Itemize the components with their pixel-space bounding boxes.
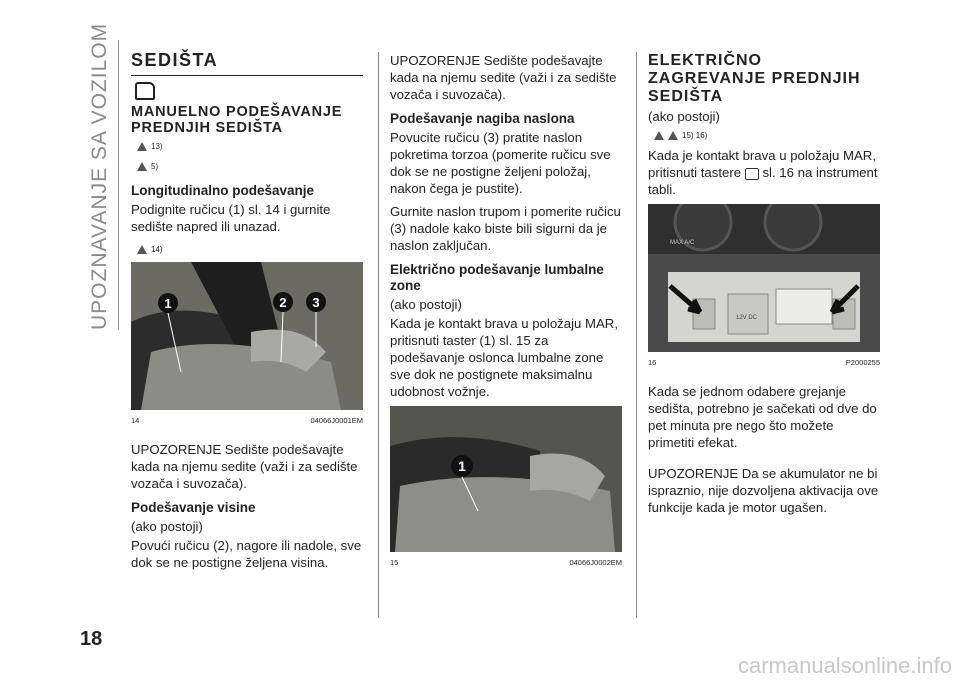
warning-ref: 14) [137,241,363,258]
figure-code: 04066J0002EM [569,558,622,567]
svg-text:3: 3 [312,295,320,310]
subheading: Longitudinalno podešavanje [131,183,315,198]
warning-ref: 13) [137,138,363,155]
svg-text:2: 2 [279,295,287,310]
figure-caption [648,354,880,371]
figure-code: 04066J0001EM [310,416,363,425]
paragraph: (ako postoji) [648,109,720,124]
paragraph: (ako postoji) [390,297,462,312]
svg-text:1: 1 [458,458,466,474]
subheading: Podešavanje visine [131,500,256,515]
paragraph: Povući ručicu (2), nagore ili nadole, sve dok se ne postigne željena visina. [131,538,362,570]
svg-text:12V DC: 12V DC [736,315,758,321]
paragraph: Kada je kontakt brava u položaju MAR, pritisnuti taster (1) sl. 15 za podešavanje oslonca lumbalne zone sve dok ne postignete maksimalnu udobnost vožnje. [390,316,618,399]
lumbar-photo-illustration [390,406,622,552]
svg-text:1: 1 [164,296,172,311]
paragraph: UPOZORENJE Sedište podešavajte kada na njemu sedite (važi i za sedište vozača i suvozača). [131,442,358,491]
column-divider [378,52,379,618]
subheading: Električno podešavanje lumbalne zone [390,262,604,293]
figure-number: 14 [131,416,140,425]
paragraph: Gurnite naslon trupom i pomerite ručicu (3) nadole kako biste bili sigurni da je naslon zaključan. [390,204,621,253]
column-3 [648,52,880,522]
figure-15-image [390,406,622,552]
section-title: ELEKTRIČNO ZAGREVANJE PREDNJIH SEDIŠTA [648,52,861,105]
paragraph: Kada se jednom odabere grejanje sedišta, potrebno je sačekati od dve do pet minuta pre nego što možete primetiti efekat. [648,384,877,450]
page-title: SEDIŠTA [131,52,363,76]
column-1 [131,52,363,577]
paragraph: Povucite ručicu (3) pratite naslon pokretima torzoa (pomerite ručicu sve dok se ne postigne željeni položaj, nakon čega je pustite). [390,130,611,196]
figure-caption [390,554,622,571]
svg-text:MAX A/C: MAX A/C [670,240,695,246]
seat-heater-icon [135,82,155,100]
column-divider [636,52,637,618]
seat-photo-illustration [131,262,363,410]
figure-16-image [648,204,880,352]
page-number: 18 [80,628,103,650]
warning-ref: 5) [137,158,363,175]
paragraph: (ako postoji) [131,519,203,534]
side-divider [118,40,119,330]
dashboard-photo-illustration [648,204,880,352]
section-title: MANUELNO PODEŠAVANJE PREDNJIH SEDIŠTA [131,104,343,136]
figure-caption [131,412,363,429]
warning-icon [137,142,147,151]
warning-icon [654,131,664,140]
side-header [78,22,118,330]
warning-icon [137,245,147,254]
watermark: carmanualsonline.info [737,653,952,678]
figure-code: P2000255 [845,358,880,367]
paragraph: UPOZORENJE Sedište podešavajte kada na njemu sedite (važi i za sedište vozača i suvozača). [390,53,617,102]
figure-number: 16 [648,358,657,367]
paragraph: Kada je kontakt brava u položaju MAR, pritisnuti tastere sl. 16 na instrument tabli. [648,148,878,197]
subheading: Podešavanje nagiba naslona [390,111,575,126]
paragraph: UPOZORENJE Da se akumulator ne bi ispraznio, nije dozvoljena aktivacija ove funkcije kada je motor ugašen. [648,466,879,515]
paragraph: Podignite ručicu (1) sl. 14 i gurnite sedište napred ili unazad. [131,202,331,234]
warning-icon [668,131,678,140]
warning-ref: 15) 16) [654,127,880,144]
warning-icon [137,162,147,171]
figure-14-image [131,262,363,410]
seat-heater-icon [745,168,759,180]
figure-number: 15 [390,558,399,567]
column-2 [390,52,622,583]
side-title: UPOZNAVANJE SA VOZILOM [88,22,111,330]
